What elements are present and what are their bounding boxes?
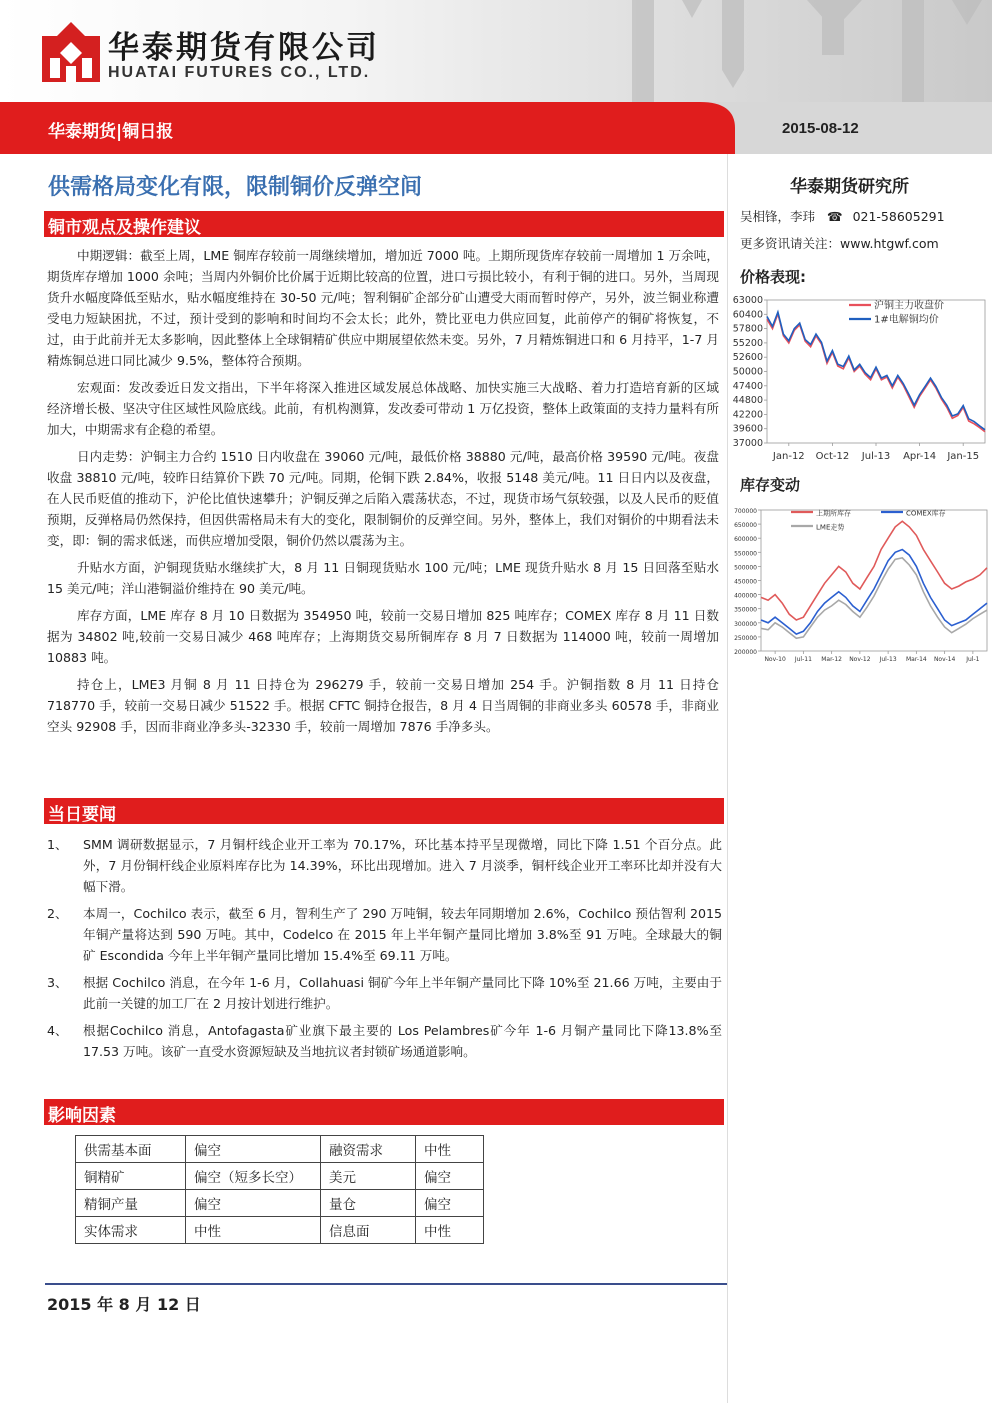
section-factors-title: 影响因素	[48, 1106, 116, 1126]
table-cell: 融资需求	[321, 1136, 416, 1163]
page-title: 供需格局变化有限，限制铜价反弹空间	[48, 175, 423, 200]
y-tick-label: 39600	[732, 423, 763, 435]
paragraph-positions: 持仓上，LME3 月铜 8 月 11 日持仓为 296279 手，较前一交易日增加 254 手。沪铜指数 8 月 11 日持仓 718770 手，较前一交易日减少 51522 手。根据 CFTC 铜持仓报告，8 月 4 日当周铜的非商业多头 60578 手，非商业空头 92908 手，因而非商业净多头-32330 手，较前一周增加 7876 手净多头。	[47, 677, 719, 734]
y-tick-label: 60400	[732, 309, 763, 321]
header-decoration	[572, 0, 992, 102]
paragraph-intraday: 日内走势：沪铜主力合约 1510 日内收盘在 39060 元/吨，最低价格 38880 元/吨，最高价格 39590 元/吨。夜盘收盘 38810 元/吨，较昨日结算价下跌 70 元/吨。同期，伦铜下跌 2.84%，收报 5148 美元/吨。11 日日内以及夜盘，在人民币贬值的推动下，沪伦比值快速攀升；沪铜反弹之后陷入震荡状态，不过，现货市场气氛较强，以及人民币的贬值预期，反弹格局仍然保持，但因供需格局未有大的变化，限制铜价的反弹空间。另外，整体上，我们对铜价的中期看法未变，即：铜的需求低迷，而供应增加受限，铜价仍然以震荡为主。	[47, 449, 719, 548]
price-chart	[731, 290, 991, 465]
y-tick-label: 63000	[732, 295, 763, 306]
news-number: 4、	[47, 1023, 68, 1038]
x-tick-label: Nov-10	[764, 656, 786, 663]
y-tick-label: 55200	[732, 337, 763, 349]
news-number: 2、	[47, 906, 68, 921]
company-name-cn: 华泰期货有限公司	[108, 30, 380, 66]
report-name: 华泰期货|铜日报	[48, 122, 174, 142]
y-tick-label: 250000	[734, 634, 757, 642]
header-banner	[0, 0, 992, 102]
table-cell: 铜精矿	[76, 1163, 186, 1190]
x-tick-label: Jan-12	[772, 451, 805, 462]
table-cell: 偏空	[416, 1190, 484, 1217]
news-number: 1、	[47, 837, 68, 852]
company-name-en: HUATAI FUTURES CO., LTD.	[108, 64, 371, 81]
legend-label: 1#电解铜均价	[874, 314, 939, 326]
table-cell: 偏空	[416, 1163, 484, 1190]
table-cell: 偏空	[186, 1190, 321, 1217]
inventory-chart	[731, 500, 991, 665]
more-info: 更多资讯请关注：www.htgwf.com	[740, 236, 939, 251]
x-tick-label: Mar-14	[906, 656, 927, 663]
section-view-title: 铜市观点及操作建议	[48, 218, 201, 238]
table-cell: 信息面	[321, 1217, 416, 1244]
y-tick-label: 400000	[734, 592, 757, 600]
footer-divider	[45, 1283, 727, 1285]
plot-area	[761, 510, 987, 651]
table-cell: 中性	[416, 1217, 484, 1244]
huatai-logo-icon	[42, 22, 100, 82]
y-tick-label: 44800	[732, 395, 763, 407]
y-tick-label: 700000	[734, 508, 757, 515]
y-tick-label: 450000	[734, 578, 757, 586]
table-cell: 偏空（短多长空）	[186, 1163, 321, 1190]
news-item	[47, 1020, 722, 1062]
y-tick-label: 57800	[732, 323, 763, 335]
news-item	[47, 972, 722, 1014]
analyst-line	[740, 207, 945, 225]
x-tick-label: Jul-11	[794, 656, 812, 663]
y-tick-label: 300000	[734, 620, 757, 628]
legend-label: LME走势	[816, 523, 845, 532]
paragraph-inventory: 库存方面，LME 库存 8 月 10 日数据为 354950 吨，较前一交易日增加 825 吨库存；COMEX 库存 8 月 11 日数据为 34802 吨,较前一交易日减少 468 吨库存；上海期货交易所铜库存 8 月 7 日数据为 114000 吨，较前一周增加 10883 吨。	[47, 608, 719, 665]
analysis-body	[47, 245, 719, 743]
news-text: SMM 调研数据显示，7 月铜杆线企业开工率为 70.17%，环比基本持平呈现微增，同比下降 1.51 个百分点。此外，7 月份铜杆线企业原料库存比为 14.39%，环比出现增加。进入 7 月淡季，铜杆线企业开工率环比却并没有大幅下滑。	[83, 837, 722, 894]
table-cell: 实体需求	[76, 1217, 186, 1244]
section-news-title: 当日要闻	[48, 805, 116, 825]
news-item	[47, 903, 722, 966]
institute-name: 华泰期货研究所	[790, 177, 909, 197]
y-tick-label: 350000	[734, 606, 757, 614]
x-tick-label: Nov-14	[933, 656, 956, 663]
y-tick-label: 47400	[732, 380, 763, 392]
legend-label: COMEX库存	[906, 509, 946, 518]
legend-label: 上期所库存	[816, 509, 851, 518]
news-text: 根据 Cochilco 消息，在今年 1-6 月，Collahuasi 铜矿今年上半年铜产量同比下降 10%至 21.66 万吨，主要由于此前一关键的加工厂在 2 月按计划进行维护。	[83, 975, 722, 1011]
y-tick-label: 550000	[734, 550, 757, 558]
inventory-chart-title: 库存变动	[740, 476, 801, 494]
analyst-names: 吴相锋，李玮	[740, 209, 816, 224]
y-tick-label: 50000	[732, 366, 763, 378]
factors-table	[75, 1135, 484, 1244]
x-tick-label: Nov-12	[849, 656, 871, 663]
y-tick-label: 650000	[734, 522, 757, 530]
y-tick-label: 42200	[732, 409, 763, 421]
phone-icon: ☎	[827, 209, 843, 224]
y-tick-label: 37000	[732, 438, 763, 449]
paragraph-mid-logic: 中期逻辑：截至上周，LME 铜库存较前一周继续增加，增加近 7000 吨。上期所现货库存较前一周增加 1 万余吨，期货库存增加 1000 余吨；当周内外铜价比价属于近期比较高的位置，进口亏损比较小，有利于铜的进口。另外，当周现货升水幅度降低至贴水，贴水幅度维持在 30-50 元/吨；智利铜矿企部分矿山遭受大雨而暂时停产，另外，波兰铜业称遭受电力短缺困扰，不过，预计受到的影响和时间均不会太长；此外，赞比亚电力供应回复，此前停产的铜矿将恢复，不过，由于此前并无太多影响，因此整体上全球铜精矿供应中期展望依然未变。另外，7 月精炼铜进口和 6 月持平，1-7 月精炼铜总进口同比减少 9.5%，整体符合预期。	[47, 248, 719, 368]
x-tick-label: Jul-13	[879, 656, 897, 663]
legend-label: 沪铜主力收盘价	[874, 300, 944, 312]
table-row	[76, 1136, 484, 1163]
table-cell: 偏空	[186, 1136, 321, 1163]
x-tick-label: Jan-15	[947, 451, 980, 462]
table-cell: 中性	[416, 1136, 484, 1163]
x-tick-label: Oct-12	[815, 451, 850, 462]
news-text: 根据Cochilco 消息，Antofagasta矿业旗下最主要的 Los Pelambres矿今年 1-6 月铜产量同比下降13.8%至 17.53 万吨。该矿一直受水资源短缺及当地抗议者封锁矿场通道影响。	[83, 1023, 722, 1059]
table-row	[76, 1217, 484, 1244]
table-row	[76, 1163, 484, 1190]
table-cell: 中性	[186, 1217, 321, 1244]
y-tick-label: 600000	[734, 536, 757, 544]
report-date: 2015-08-12	[782, 120, 859, 137]
table-cell: 美元	[321, 1163, 416, 1190]
table-row	[76, 1190, 484, 1217]
y-tick-label: 52600	[732, 352, 763, 364]
phone-number: 021-58605291	[852, 209, 945, 224]
paragraph-basis: 升贴水方面，沪铜现货贴水继续扩大，8 月 11 日铜现货贴水 100 元/吨；LME 现货升贴水 8 月 15 日回落至贴水 15 美元/吨；洋山港铜溢价维持在 90 美元/吨。	[47, 560, 719, 596]
news-list	[47, 834, 722, 1068]
paragraph-macro: 宏观面：发改委近日发文指出，下半年将深入推进区域发展总体战略、加快实施三大战略、着力打造培育新的区域经济增长极、坚决守住区域性风险底线。此前，有机构测算，发改委可带动 1 万亿投资，整体上政策面的支持力量料有所加大，中期需求有企稳的希望。	[47, 380, 719, 437]
news-item	[47, 834, 722, 897]
x-tick-label: Mar-12	[821, 656, 842, 663]
section-news	[44, 798, 724, 824]
price-chart-title: 价格表现:	[740, 268, 806, 286]
y-tick-label: 500000	[734, 564, 757, 572]
x-tick-label: Apr-14	[903, 451, 937, 462]
footer-date: 2015 年 8 月 12 日	[47, 1295, 201, 1314]
table-cell: 精铜产量	[76, 1190, 186, 1217]
x-tick-label: Jul-1	[966, 656, 980, 663]
table-cell: 量仓	[321, 1190, 416, 1217]
x-tick-label: Jul-13	[861, 451, 891, 462]
table-cell: 供需基本面	[76, 1136, 186, 1163]
y-tick-label: 200000	[734, 649, 757, 656]
news-text: 本周一，Cochilco 表示，截至 6 月，智利生产了 290 万吨铜，较去年同期增加 2.6%，Cochilco 预估智利 2015 年铜产量将达到 590 万吨。其中，Codelco 在 2015 年上半年铜产量同比增加 3.8%至 91 万吨。全球最大的铜矿 Escondida 今年上半年铜产量同比增加 15.4%至 69.11 万吨。	[83, 906, 722, 963]
section-factors	[44, 1099, 724, 1125]
section-view	[44, 211, 724, 237]
news-number: 3、	[47, 975, 68, 990]
